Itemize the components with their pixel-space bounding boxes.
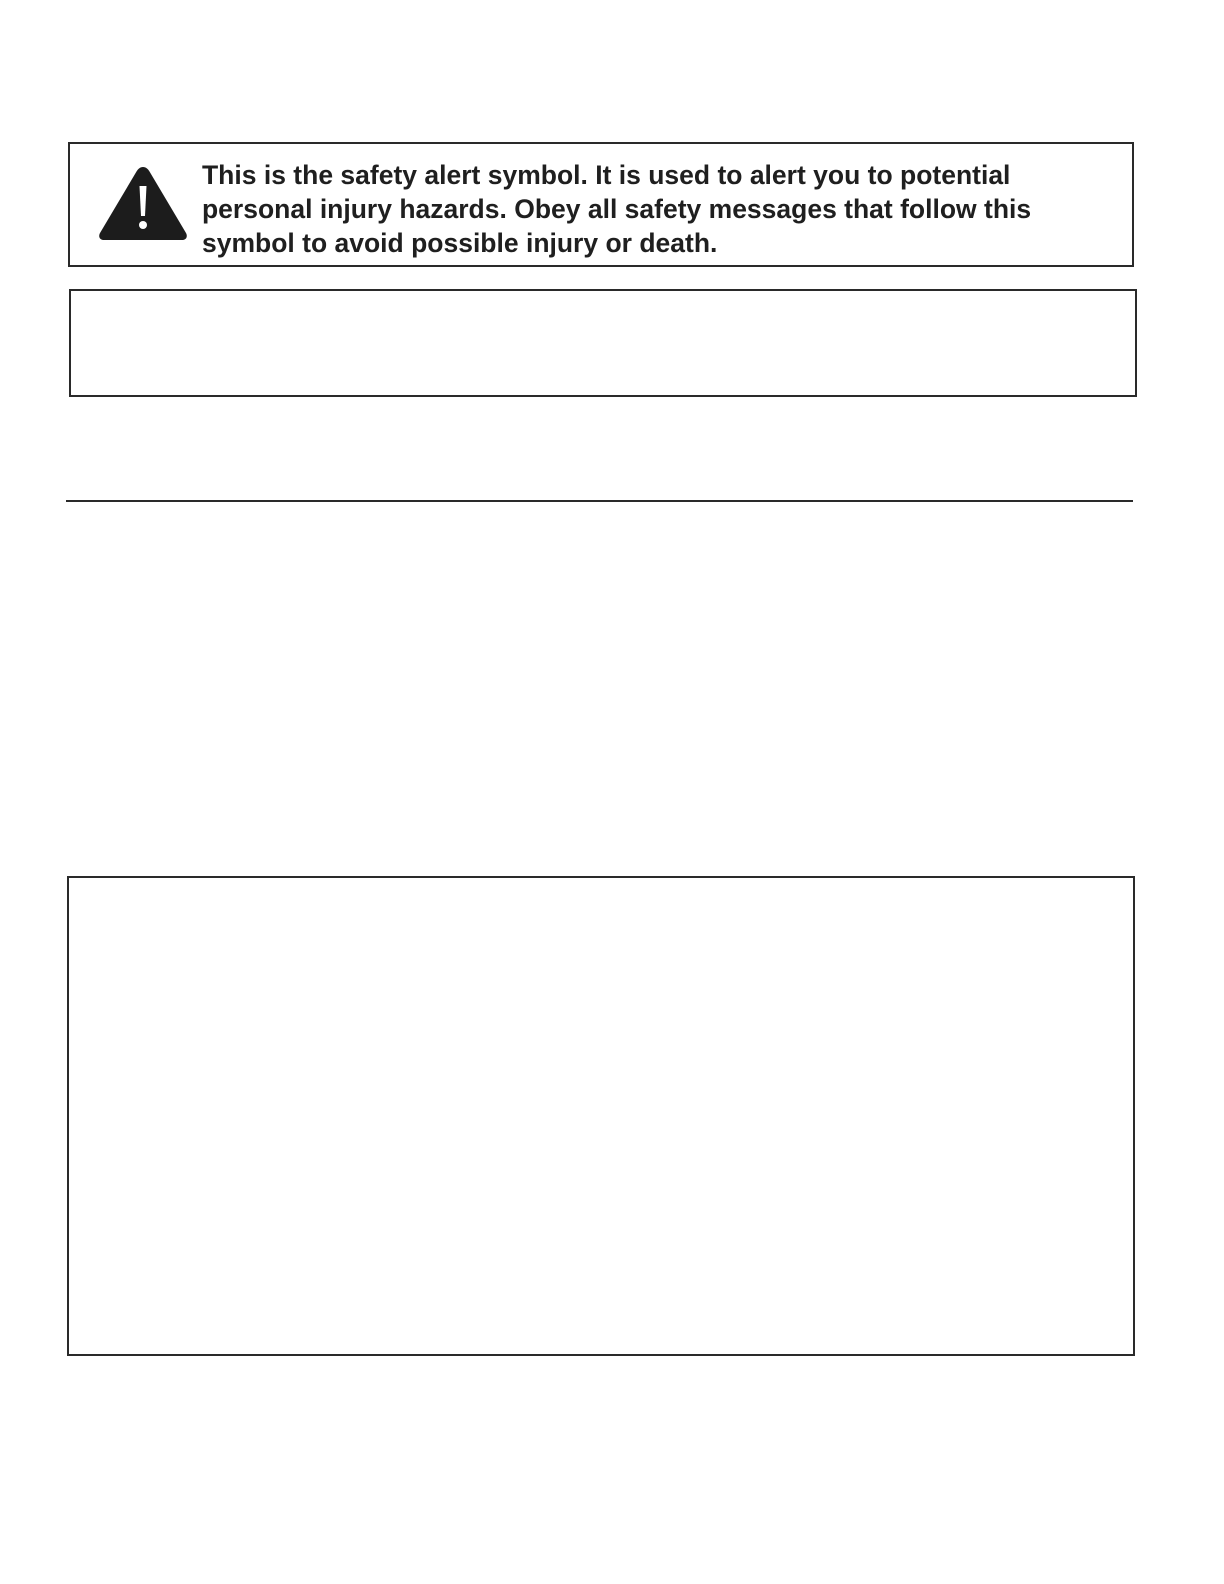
safety-alert-box — [68, 142, 1134, 267]
horizontal-divider — [66, 500, 1133, 502]
safety-alert-message: This is the safety alert symbol. It is used to alert you to potential personal injury hazards. Obey all safety messages that follow this symbol to avoid possible injury or death. — [202, 160, 1032, 258]
warning-triangle-icon — [96, 164, 190, 242]
empty-content-box — [67, 876, 1135, 1356]
empty-notice-box — [69, 289, 1137, 397]
